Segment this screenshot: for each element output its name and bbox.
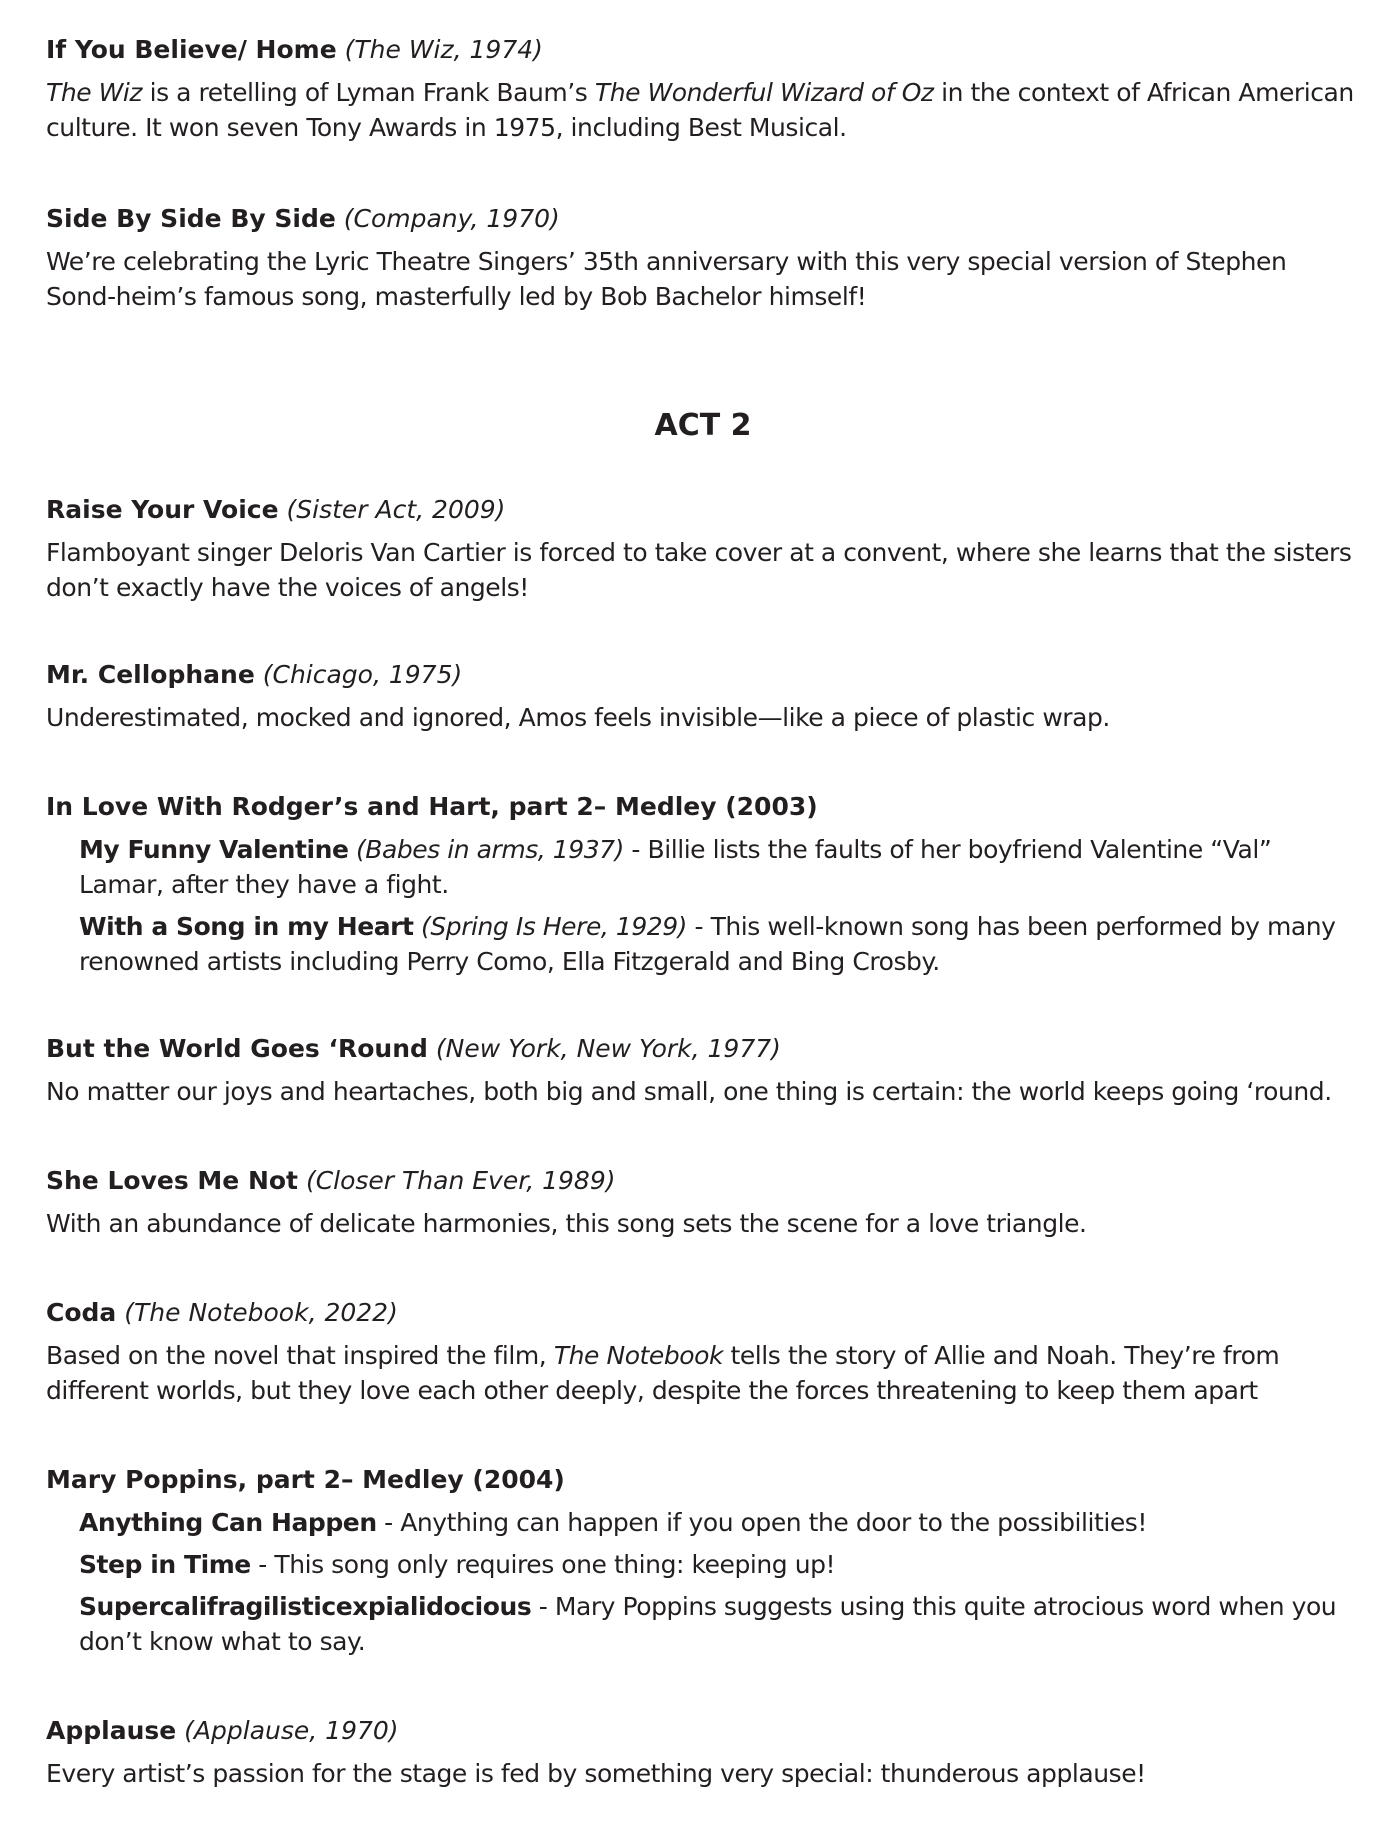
song-entry-raise-your-voice: [46, 492, 1354, 605]
desc-part: Based on the novel that inspired the film,: [46, 1341, 554, 1370]
act-heading: ACT 2: [654, 408, 752, 443]
song-name: She Loves Me Not: [46, 1166, 298, 1195]
song-source: (The Notebook, 2022): [124, 1298, 398, 1327]
desc-part: in the context of African American culture. It won seven Tony Awards in 1975, including Best Musical.: [46, 78, 1354, 142]
song-description: Every artist’s passion for the stage is fed by something very special: thunderous applause!: [46, 1759, 1146, 1788]
sub-song-name: Supercalifragilisticexpialidocious: [79, 1592, 532, 1621]
sub-song-name: With a Song in my Heart: [79, 912, 414, 941]
song-name: Coda: [46, 1298, 117, 1327]
song-entry-world-goes-round: [46, 1031, 1354, 1109]
desc-part: is a retelling of Lyman Frank Baum’s: [142, 78, 595, 107]
song-source: (New York, New York, 1977): [435, 1034, 781, 1063]
song-title: [46, 1031, 1354, 1067]
medley-sub-item: [79, 1547, 1354, 1582]
medley-sub-item: [79, 1505, 1354, 1540]
song-entry-side-by-side: [46, 201, 1354, 314]
song-entry-coda: [46, 1295, 1354, 1408]
song-title: [46, 1713, 1354, 1749]
song-title: [46, 201, 1354, 237]
song-description: Underestimated, mocked and ignored, Amos feels invisible—like a piece of plastic wrap.: [46, 703, 1110, 732]
song-entry-mary-poppins-medley: [46, 1462, 1354, 1659]
song-source: (Company, 1970): [343, 204, 560, 233]
desc-part: tells the story of Allie and Noah. They’re from different worlds, but they love each other deeply, despite the forces threatening to keep them apart: [46, 1341, 1280, 1405]
song-source: (Sister Act, 2009): [286, 495, 506, 524]
song-entry-rodgers-hart-medley: [46, 789, 1354, 979]
sub-song-desc: - Anything can happen if you open the door to the possibilities!: [376, 1508, 1147, 1537]
song-entry-if-you-believe: [46, 32, 1354, 145]
song-title: [46, 1295, 1354, 1331]
sub-song-name: Step in Time: [79, 1550, 251, 1579]
song-title: [46, 32, 1354, 68]
song-title: [46, 789, 1354, 825]
desc-part: The Wiz: [46, 78, 143, 107]
song-source: (The Wiz, 1974): [344, 35, 543, 64]
sub-song-desc: - This song only requires one thing: keeping up!: [250, 1550, 836, 1579]
song-name: Mary Poppins, part 2– Medley (2004): [46, 1465, 565, 1494]
song-source: (Closer Than Ever, 1989): [305, 1166, 616, 1195]
sub-song-source: (Babes in arms, 1937): [348, 835, 624, 864]
song-description: With an abundance of delicate harmonies, this song sets the scene for a love triangle.: [46, 1209, 1087, 1238]
song-description: No matter our joys and heartaches, both big and small, one thing is certain: the world keeps going ‘round.: [46, 1077, 1332, 1106]
song-title: [46, 492, 1354, 528]
song-entry-mr-cellophane: [46, 657, 1354, 735]
sub-song-desc: - Billie lists the faults of her boyfriend Valentine “Val” Lamar, after they have a fight.: [79, 835, 1272, 899]
song-entry-she-loves-me-not: [46, 1163, 1354, 1241]
song-name: Applause: [46, 1716, 177, 1745]
song-name: If You Believe/ Home: [46, 35, 337, 64]
song-description: [46, 1338, 1354, 1408]
song-entry-applause: [46, 1713, 1354, 1791]
song-name: Mr. Cellophane: [46, 660, 255, 689]
song-description: [46, 75, 1354, 145]
medley-sub-item: [79, 1589, 1354, 1659]
sub-song-name: My Funny Valentine: [79, 835, 349, 864]
song-source: (Chicago, 1975): [262, 660, 463, 689]
song-source: (Applause, 1970): [184, 1716, 399, 1745]
desc-part: The Notebook: [553, 1341, 723, 1370]
song-title: [46, 1163, 1354, 1199]
song-name: In Love With Rodger’s and Hart, part 2– Medley (2003): [46, 792, 818, 821]
sub-song-name: Anything Can Happen: [79, 1508, 377, 1537]
medley-sub-item: [79, 832, 1354, 902]
song-name: But the World Goes ‘Round: [46, 1034, 428, 1063]
song-name: Raise Your Voice: [46, 495, 279, 524]
song-description: We’re celebrating the Lyric Theatre Singers’ 35th anniversary with this very special version of Stephen Sond-heim’s famous song, masterfully led by Bob Bachelor himself!: [46, 247, 1287, 311]
song-description: Flamboyant singer Deloris Van Cartier is forced to take cover at a convent, where she learns that the sisters don’t exactly have the voices of angels!: [46, 538, 1352, 602]
sub-song-desc: - Mary Poppins suggests using this quite atrocious word when you don’t know what to say.: [79, 1592, 1337, 1656]
medley-sub-item: [79, 909, 1354, 979]
song-title: [46, 1462, 1354, 1498]
song-title: [46, 657, 1354, 693]
sub-song-desc: - This well-known song has been performed by many renowned artists including Perry Como, Ella Fitzgerald and Bing Crosby.: [79, 912, 1336, 976]
desc-part: The Wonderful Wizard of Oz: [594, 78, 934, 107]
song-name: Side By Side By Side: [46, 204, 336, 233]
sub-song-source: (Spring Is Here, 1929): [413, 912, 687, 941]
